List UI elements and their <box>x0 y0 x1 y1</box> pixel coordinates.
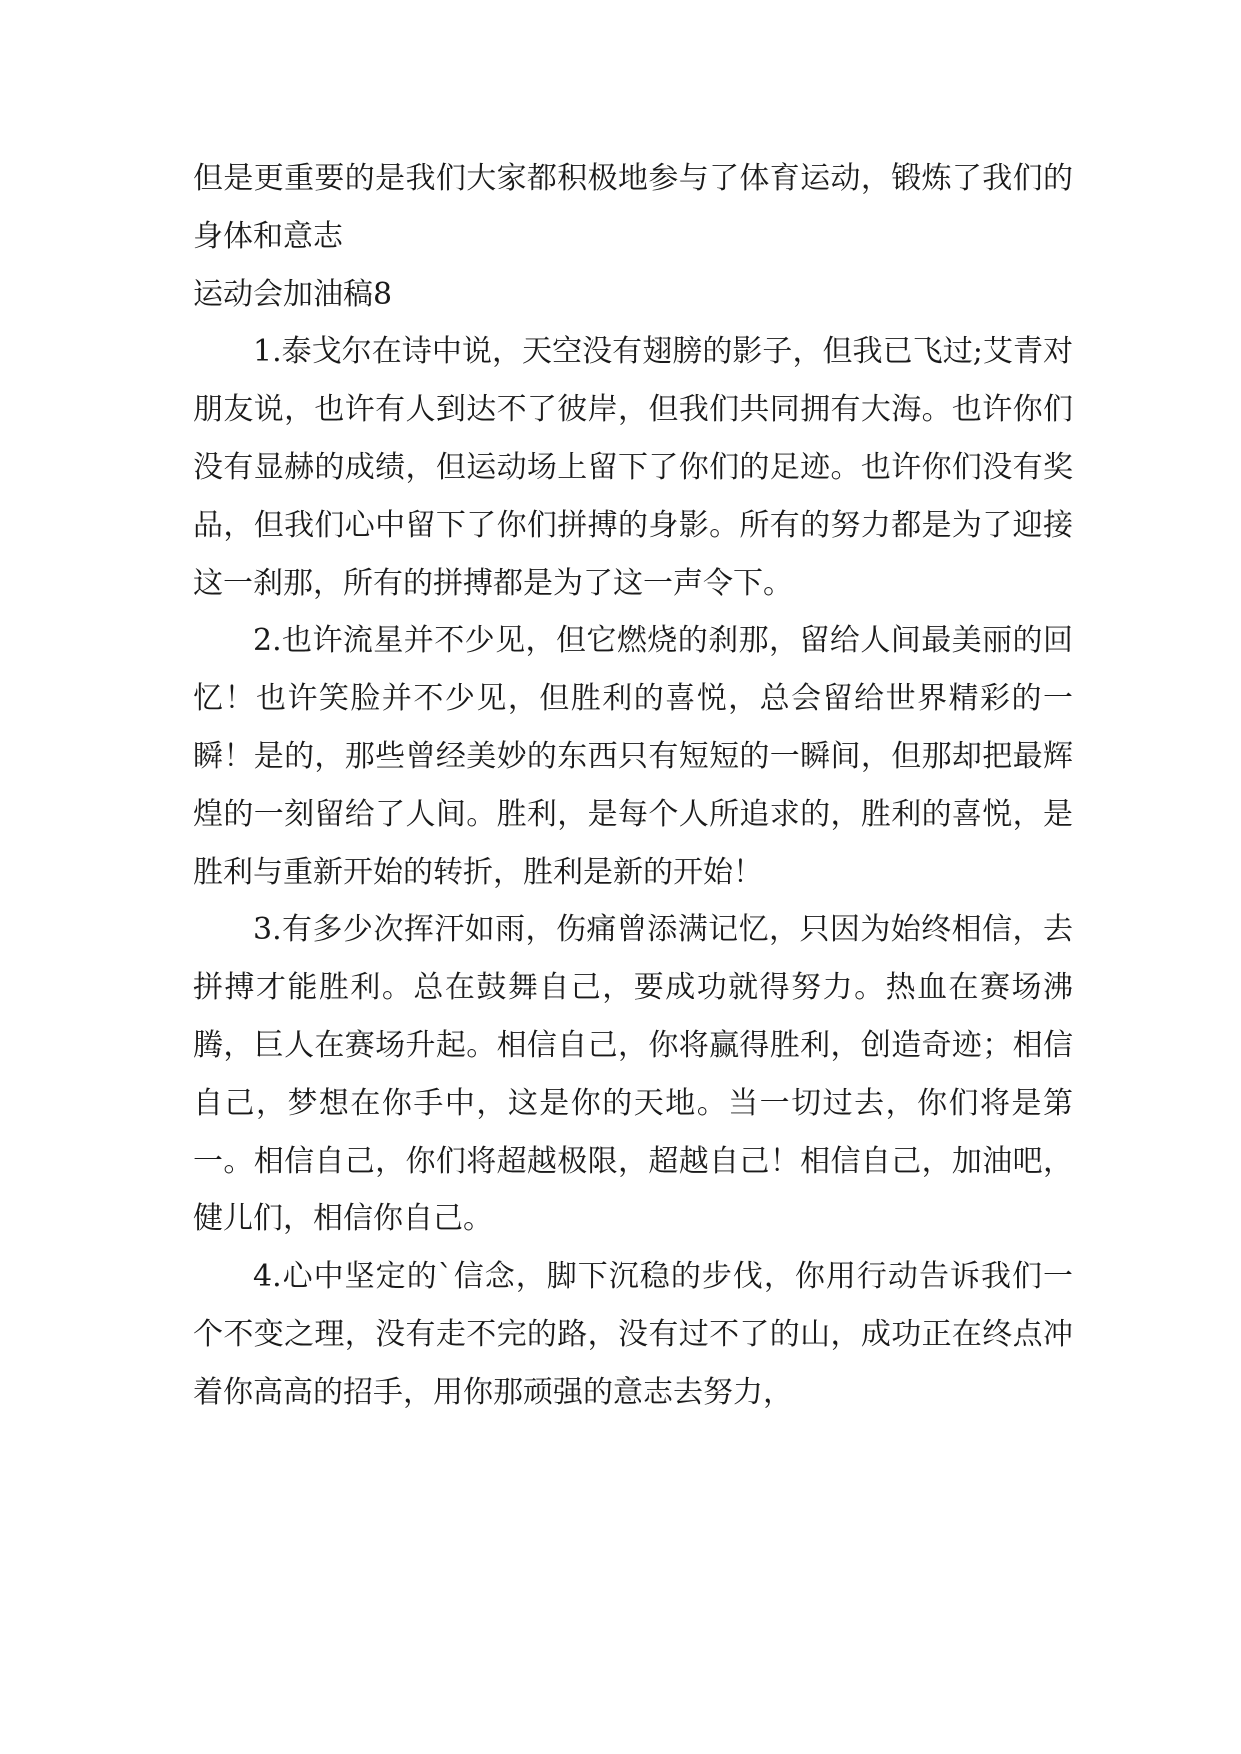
intro-paragraph: 但是更重要的是我们大家都积极地参与了体育运动，锻炼了我们的身体和意志 <box>193 161 1073 254</box>
paragraph-1: 1.泰戈尔在诗中说，天空没有翅膀的影子，但我已飞过;艾青对朋友说，也许有人到达不了彼岸，但我们共同拥有大海。也许你们没有显赫的成绩，但运动场上留下了你们的足迹。也许你们没有奖品，但我们心中留下了你们拼搏的身影。所有的努力都是为了迎接这一刹那，所有的拼搏都是为了这一声令下。 <box>193 334 1073 601</box>
paragraph-4: 4.心中坚定的`信念，脚下沉稳的步伐，你用行动告诉我们一个不变之理，没有走不完的路，没有过不了的山，成功正在终点冲着你高高的招手，用你那顽强的意志去努力， <box>193 1259 1073 1410</box>
paragraph-3: 3.有多少次挥汗如雨，伤痛曾添满记忆，只因为始终相信，去拼搏才能胜利。总在鼓舞自己，要成功就得努力。热血在赛场沸腾，巨人在赛场升起。相信自己，你将赢得胜利，创造奇迹；相信自己，梦想在你手中，这是你的天地。当一切过去，你们将是第一。相信自己，你们将超越极限，超越自己！相信自己，加油吧，健儿们，相信你自己。 <box>193 912 1073 1237</box>
document-body <box>193 150 1073 1422</box>
paragraph-2: 2.也许流星并不少见，但它燃烧的刹那，留给人间最美丽的回忆！也许笑脸并不少见，但胜利的喜悦，总会留给世界精彩的一瞬！是的，那些曾经美妙的东西只有短短的一瞬间，但那却把最辉煌的一刻留给了人间。胜利，是每个人所追求的，胜利的喜悦，是胜利与重新开始的转折，胜利是新的开始！ <box>193 623 1073 890</box>
section-title: 运动会加油稿8 <box>193 276 393 312</box>
